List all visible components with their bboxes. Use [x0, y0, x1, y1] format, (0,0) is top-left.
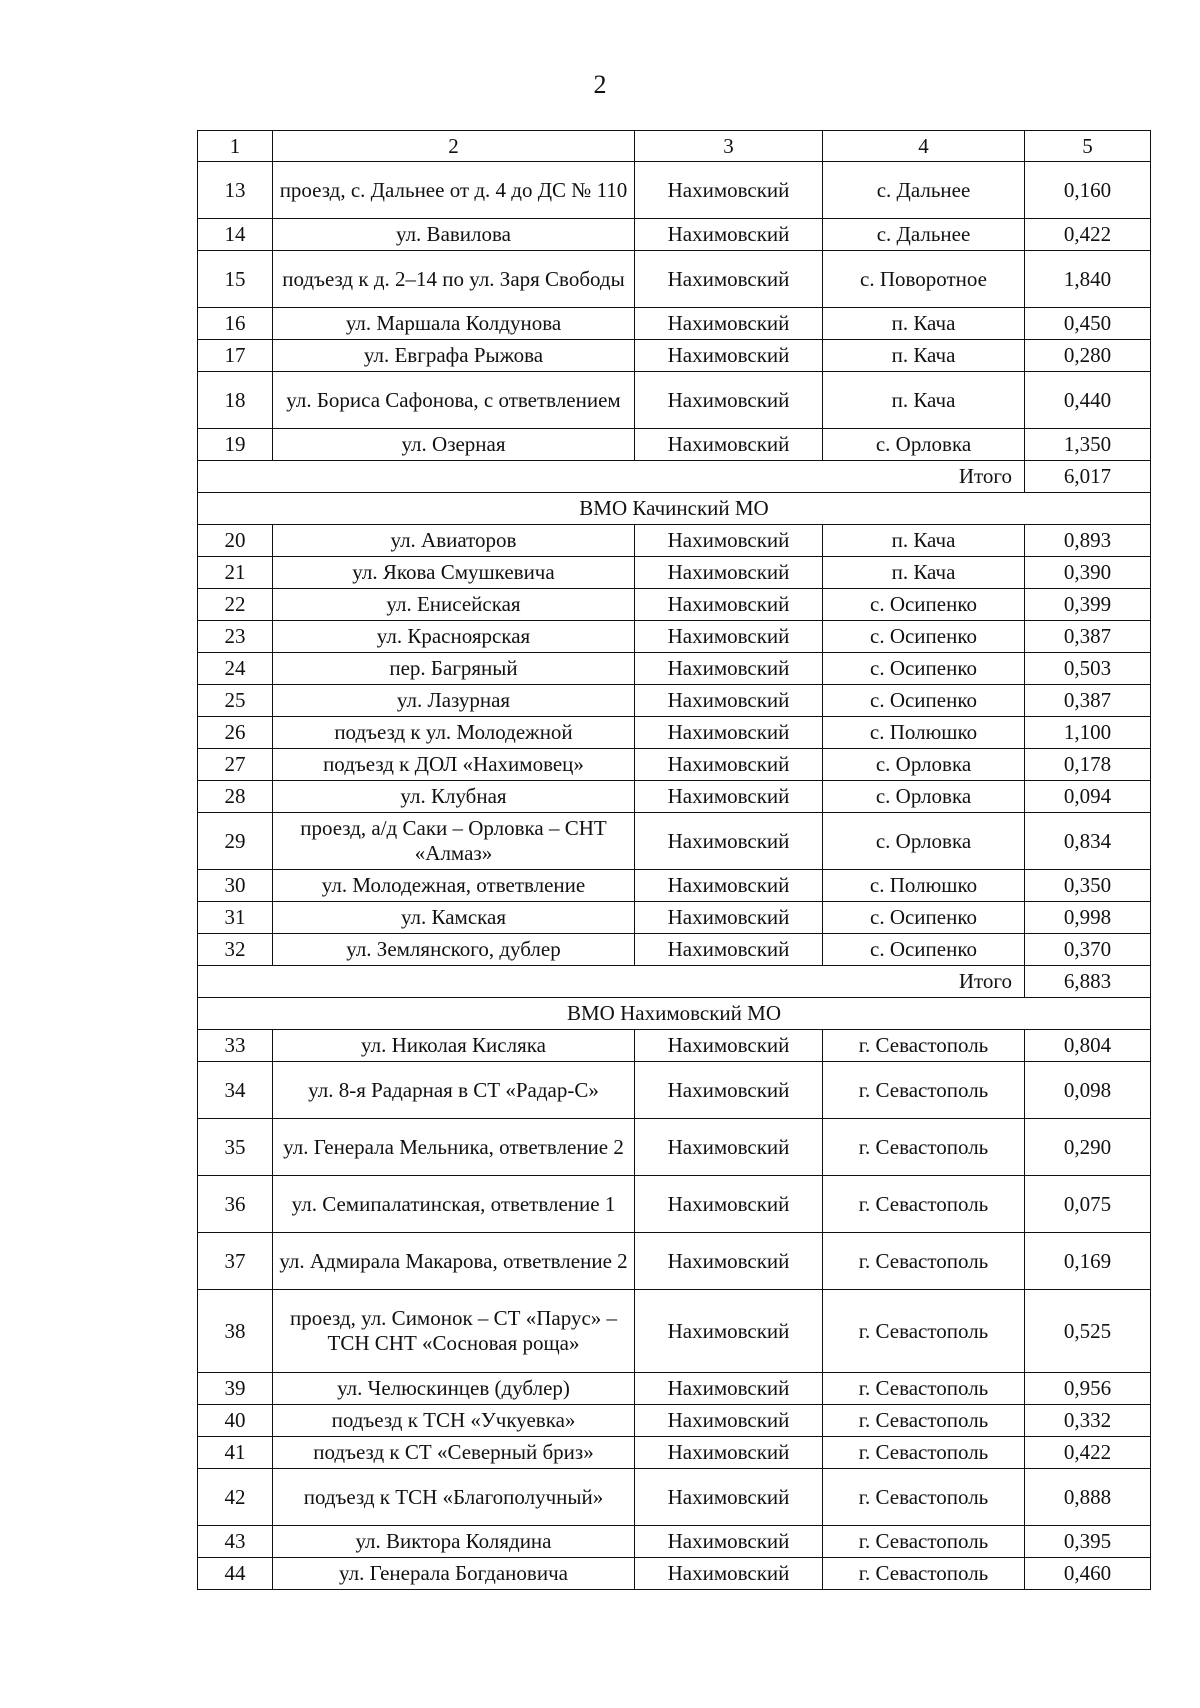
- road-name: ул. 8-я Радарная в СТ «Радар-С»: [273, 1062, 635, 1119]
- table-row: [198, 372, 1151, 429]
- road-length: 0,332: [1025, 1405, 1151, 1437]
- settlement: п. Кача: [823, 308, 1025, 340]
- road-length: 0,160: [1025, 162, 1151, 219]
- row-number: 14: [198, 219, 273, 251]
- settlement: г. Севастополь: [823, 1558, 1025, 1590]
- district: Нахимовский: [635, 1373, 823, 1405]
- row-number: 29: [198, 813, 273, 870]
- settlement: с. Осипенко: [823, 902, 1025, 934]
- table-row: [198, 781, 1151, 813]
- district: Нахимовский: [635, 902, 823, 934]
- table-row: [198, 525, 1151, 557]
- total-value: 6,017: [1025, 461, 1151, 493]
- total-row: [198, 461, 1151, 493]
- table-row: [198, 934, 1151, 966]
- row-number: 32: [198, 934, 273, 966]
- district: Нахимовский: [635, 589, 823, 621]
- road-length: 0,804: [1025, 1030, 1151, 1062]
- row-number: 13: [198, 162, 273, 219]
- row-number: 36: [198, 1176, 273, 1233]
- road-name: подъезд к ДОЛ «Нахимовец»: [273, 749, 635, 781]
- row-number: 28: [198, 781, 273, 813]
- section-title: ВМО Качинский МО: [198, 493, 1151, 525]
- district: Нахимовский: [635, 749, 823, 781]
- district: Нахимовский: [635, 1558, 823, 1590]
- table-row: [198, 653, 1151, 685]
- road-name: ул. Бориса Сафонова, с ответвлением: [273, 372, 635, 429]
- road-name: ул. Семипалатинская, ответвление 1: [273, 1176, 635, 1233]
- road-name: ул. Озерная: [273, 429, 635, 461]
- road-name: ул. Красноярская: [273, 621, 635, 653]
- settlement: п. Кача: [823, 557, 1025, 589]
- table-row: [198, 1558, 1151, 1590]
- road-length: 0,440: [1025, 372, 1151, 429]
- road-length: 0,834: [1025, 813, 1151, 870]
- road-name: ул. Енисейская: [273, 589, 635, 621]
- table-row: [198, 429, 1151, 461]
- table-row: [198, 813, 1151, 870]
- road-length: 0,956: [1025, 1373, 1151, 1405]
- settlement: г. Севастополь: [823, 1233, 1025, 1290]
- column-number-header: 2: [273, 131, 635, 162]
- road-length: 0,387: [1025, 621, 1151, 653]
- settlement: с. Полюшко: [823, 717, 1025, 749]
- road-name: ул. Авиаторов: [273, 525, 635, 557]
- road-name: ул. Молодежная, ответвление: [273, 870, 635, 902]
- road-name: ул. Генерала Мельника, ответвление 2: [273, 1119, 635, 1176]
- table-row: [198, 685, 1151, 717]
- settlement: с. Полюшко: [823, 870, 1025, 902]
- road-name: подъезд к ТСН «Благополучный»: [273, 1469, 635, 1526]
- district: Нахимовский: [635, 717, 823, 749]
- road-length: 0,503: [1025, 653, 1151, 685]
- settlement: г. Севастополь: [823, 1290, 1025, 1373]
- district: Нахимовский: [635, 219, 823, 251]
- district: Нахимовский: [635, 372, 823, 429]
- row-number: 25: [198, 685, 273, 717]
- road-length: 0,460: [1025, 1558, 1151, 1590]
- settlement: г. Севастополь: [823, 1373, 1025, 1405]
- row-number: 43: [198, 1526, 273, 1558]
- district: Нахимовский: [635, 308, 823, 340]
- district: Нахимовский: [635, 781, 823, 813]
- road-name: ул. Якова Смушкевича: [273, 557, 635, 589]
- district: Нахимовский: [635, 870, 823, 902]
- district: Нахимовский: [635, 1062, 823, 1119]
- row-number: 35: [198, 1119, 273, 1176]
- district: Нахимовский: [635, 340, 823, 372]
- road-length: 0,370: [1025, 934, 1151, 966]
- road-name: проезд, а/д Саки – Орловка – СНТ «Алмаз»: [273, 813, 635, 870]
- district: Нахимовский: [635, 1176, 823, 1233]
- table-row: [198, 870, 1151, 902]
- row-number: 21: [198, 557, 273, 589]
- district: Нахимовский: [635, 621, 823, 653]
- settlement: г. Севастополь: [823, 1526, 1025, 1558]
- row-number: 18: [198, 372, 273, 429]
- row-number: 27: [198, 749, 273, 781]
- road-name: подъезд к ТСН «Учкуевка»: [273, 1405, 635, 1437]
- district: Нахимовский: [635, 1290, 823, 1373]
- district: Нахимовский: [635, 813, 823, 870]
- row-number: 40: [198, 1405, 273, 1437]
- road-name: пер. Багряный: [273, 653, 635, 685]
- district: Нахимовский: [635, 685, 823, 717]
- road-length: 0,280: [1025, 340, 1151, 372]
- settlement: с. Осипенко: [823, 653, 1025, 685]
- road-length: 0,387: [1025, 685, 1151, 717]
- district: Нахимовский: [635, 1233, 823, 1290]
- road-length: 0,399: [1025, 589, 1151, 621]
- settlement: г. Севастополь: [823, 1119, 1025, 1176]
- total-row: [198, 966, 1151, 998]
- total-label: Итого: [198, 966, 1025, 998]
- settlement: с. Орловка: [823, 749, 1025, 781]
- road-length: 0,450: [1025, 308, 1151, 340]
- road-name: ул. Клубная: [273, 781, 635, 813]
- table-row: [198, 1119, 1151, 1176]
- table-row: [198, 251, 1151, 308]
- road-name: ул. Маршала Колдунова: [273, 308, 635, 340]
- district: Нахимовский: [635, 1526, 823, 1558]
- road-length: 0,525: [1025, 1290, 1151, 1373]
- row-number: 38: [198, 1290, 273, 1373]
- table-row: [198, 1373, 1151, 1405]
- road-length: 1,350: [1025, 429, 1151, 461]
- table-row: [198, 1176, 1151, 1233]
- settlement: г. Севастополь: [823, 1062, 1025, 1119]
- table-row: [198, 1290, 1151, 1373]
- district: Нахимовский: [635, 1405, 823, 1437]
- road-length: 0,422: [1025, 219, 1151, 251]
- page-number: 2: [593, 70, 607, 99]
- section-title-row: [198, 998, 1151, 1030]
- road-name: подъезд к д. 2–14 по ул. Заря Свободы: [273, 251, 635, 308]
- road-length: 0,169: [1025, 1233, 1151, 1290]
- road-length: 0,422: [1025, 1437, 1151, 1469]
- settlement: г. Севастополь: [823, 1469, 1025, 1526]
- road-length: 0,350: [1025, 870, 1151, 902]
- row-number: 31: [198, 902, 273, 934]
- settlement: г. Севастополь: [823, 1176, 1025, 1233]
- road-length: 0,075: [1025, 1176, 1151, 1233]
- settlement: г. Севастополь: [823, 1405, 1025, 1437]
- table-row: [198, 219, 1151, 251]
- table-row: [198, 1062, 1151, 1119]
- road-length: 0,098: [1025, 1062, 1151, 1119]
- district: Нахимовский: [635, 525, 823, 557]
- column-number-header: 4: [823, 131, 1025, 162]
- row-number: 37: [198, 1233, 273, 1290]
- settlement: с. Дальнее: [823, 162, 1025, 219]
- table-row: [198, 717, 1151, 749]
- roads-table: [197, 130, 1151, 1590]
- table-row: [198, 1469, 1151, 1526]
- column-number-header: 3: [635, 131, 823, 162]
- settlement: г. Севастополь: [823, 1437, 1025, 1469]
- road-length: 0,888: [1025, 1469, 1151, 1526]
- row-number: 24: [198, 653, 273, 685]
- road-name: ул. Землянского, дублер: [273, 934, 635, 966]
- settlement: п. Кача: [823, 372, 1025, 429]
- table-row: [198, 749, 1151, 781]
- settlement: с. Орловка: [823, 429, 1025, 461]
- road-name: ул. Вавилова: [273, 219, 635, 251]
- total-label: Итого: [198, 461, 1025, 493]
- row-number: 30: [198, 870, 273, 902]
- row-number: 34: [198, 1062, 273, 1119]
- column-number-header: 5: [1025, 131, 1151, 162]
- district: Нахимовский: [635, 1030, 823, 1062]
- district: Нахимовский: [635, 1437, 823, 1469]
- road-length: 1,100: [1025, 717, 1151, 749]
- table-row: [198, 557, 1151, 589]
- section-title-row: [198, 493, 1151, 525]
- road-length: 1,840: [1025, 251, 1151, 308]
- road-name: ул. Николая Кисляка: [273, 1030, 635, 1062]
- table-row: [198, 308, 1151, 340]
- row-number: 17: [198, 340, 273, 372]
- settlement: с. Дальнее: [823, 219, 1025, 251]
- road-length: 0,998: [1025, 902, 1151, 934]
- row-number: 44: [198, 1558, 273, 1590]
- district: Нахимовский: [635, 653, 823, 685]
- district: Нахимовский: [635, 429, 823, 461]
- row-number: 33: [198, 1030, 273, 1062]
- settlement: с. Осипенко: [823, 685, 1025, 717]
- table-row: [198, 162, 1151, 219]
- table-row: [198, 589, 1151, 621]
- settlement: п. Кача: [823, 525, 1025, 557]
- road-name: ул. Лазурная: [273, 685, 635, 717]
- road-length: 0,290: [1025, 1119, 1151, 1176]
- row-number: 15: [198, 251, 273, 308]
- road-length: 0,893: [1025, 525, 1151, 557]
- district: Нахимовский: [635, 557, 823, 589]
- district: Нахимовский: [635, 1469, 823, 1526]
- table-row: [198, 1437, 1151, 1469]
- settlement: п. Кача: [823, 340, 1025, 372]
- table-row: [198, 902, 1151, 934]
- road-length: 0,390: [1025, 557, 1151, 589]
- settlement: с. Осипенко: [823, 934, 1025, 966]
- table-row: [198, 340, 1151, 372]
- row-number: 20: [198, 525, 273, 557]
- row-number: 23: [198, 621, 273, 653]
- table-row: [198, 1030, 1151, 1062]
- settlement: г. Севастополь: [823, 1030, 1025, 1062]
- row-number: 19: [198, 429, 273, 461]
- table-row: [198, 1405, 1151, 1437]
- column-number-header-row: [198, 131, 1151, 162]
- total-value: 6,883: [1025, 966, 1151, 998]
- road-name: проезд, ул. Симонок – СТ «Парус» – ТСН СНТ «Сосновая роща»: [273, 1290, 635, 1373]
- row-number: 26: [198, 717, 273, 749]
- district: Нахимовский: [635, 251, 823, 308]
- table-row: [198, 1526, 1151, 1558]
- district: Нахимовский: [635, 934, 823, 966]
- road-name: проезд, с. Дальнее от д. 4 до ДС № 110: [273, 162, 635, 219]
- district: Нахимовский: [635, 1119, 823, 1176]
- table-row: [198, 1233, 1151, 1290]
- road-name: ул. Генерала Богдановича: [273, 1558, 635, 1590]
- settlement: с. Орловка: [823, 781, 1025, 813]
- settlement: с. Орловка: [823, 813, 1025, 870]
- column-number-header: 1: [198, 131, 273, 162]
- road-name: ул. Камская: [273, 902, 635, 934]
- district: Нахимовский: [635, 162, 823, 219]
- road-name: подъезд к ул. Молодежной: [273, 717, 635, 749]
- section-title: ВМО Нахимовский МО: [198, 998, 1151, 1030]
- road-name: ул. Челюскинцев (дублер): [273, 1373, 635, 1405]
- road-length: 0,094: [1025, 781, 1151, 813]
- row-number: 16: [198, 308, 273, 340]
- row-number: 39: [198, 1373, 273, 1405]
- road-name: ул. Евграфа Рыжова: [273, 340, 635, 372]
- road-length: 0,395: [1025, 1526, 1151, 1558]
- road-name: подъезд к СТ «Северный бриз»: [273, 1437, 635, 1469]
- row-number: 41: [198, 1437, 273, 1469]
- table-row: [198, 621, 1151, 653]
- road-name: ул. Адмирала Макарова, ответвление 2: [273, 1233, 635, 1290]
- settlement: с. Осипенко: [823, 589, 1025, 621]
- row-number: 42: [198, 1469, 273, 1526]
- settlement: с. Осипенко: [823, 621, 1025, 653]
- row-number: 22: [198, 589, 273, 621]
- road-name: ул. Виктора Колядина: [273, 1526, 635, 1558]
- road-length: 0,178: [1025, 749, 1151, 781]
- settlement: с. Поворотное: [823, 251, 1025, 308]
